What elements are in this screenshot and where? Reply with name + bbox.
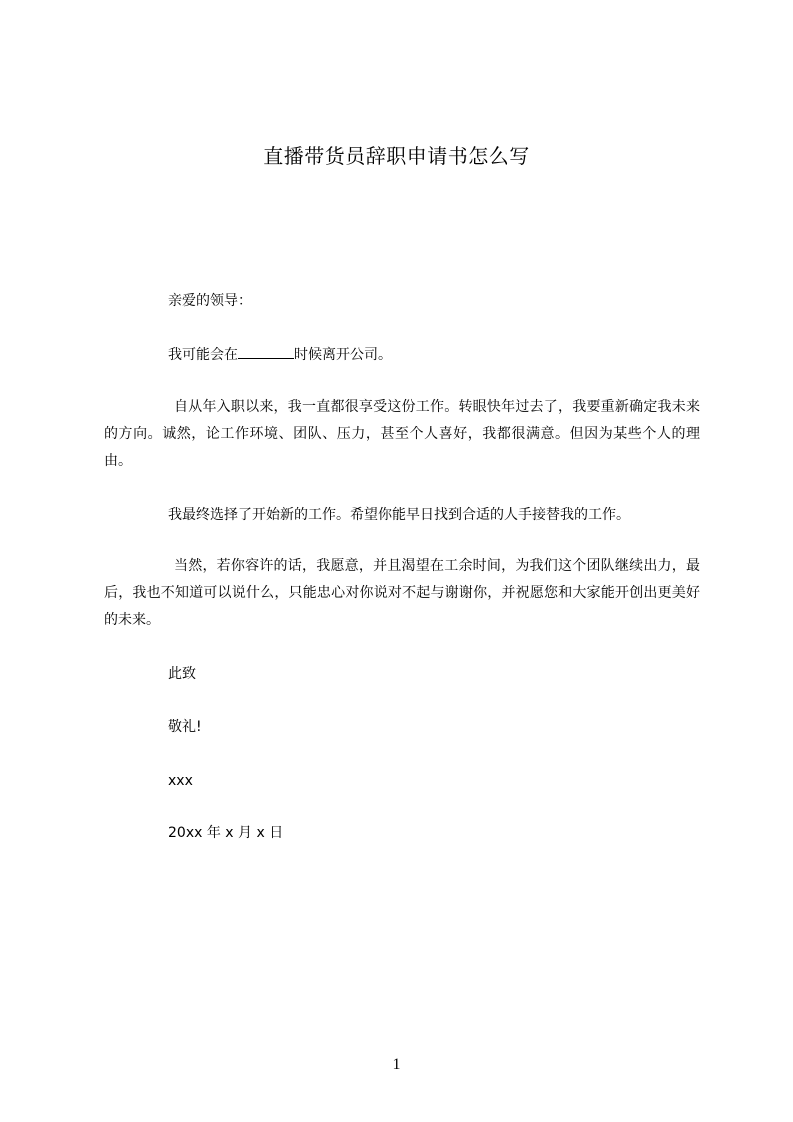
paragraph-2: 我最终选择了开始新的工作。希望你能早日找到合适的人手接替我的工作。: [168, 507, 630, 523]
closing-line-2: 敬礼!: [168, 719, 202, 735]
departure-line-after: 时候离开公司。: [294, 347, 392, 363]
departure-line: [168, 344, 392, 365]
departure-line-before: 我可能会在: [168, 347, 238, 363]
paragraph-3: 当然，若你容许的话，我愿意，并且渴望在工余时间，为我们这个团队继续出力，最后，我也不知道可以说什么，只能忠心对你说对不起与谢谢你，并祝愿您和大家能开创出更美好的未来。: [104, 558, 700, 628]
date: 20xx 年 x 月 x 日: [168, 825, 284, 841]
document-title: 直播带货员辞职申请书怎么写: [263, 144, 530, 168]
signature: xxx: [168, 773, 193, 789]
page-number: 1: [392, 1056, 401, 1073]
blank-underline: [238, 344, 294, 359]
paragraph-1: 自从年入职以来，我一直都很享受这份工作。转眼快年过去了，我要重新确定我未来的方向。诚然，论工作环境、团队、压力，甚至个人喜好，我都很满意。但因为某些个人的理由。: [104, 399, 700, 469]
salutation: 亲爱的领导：: [168, 293, 252, 309]
closing-line-1: 此致: [168, 666, 196, 682]
